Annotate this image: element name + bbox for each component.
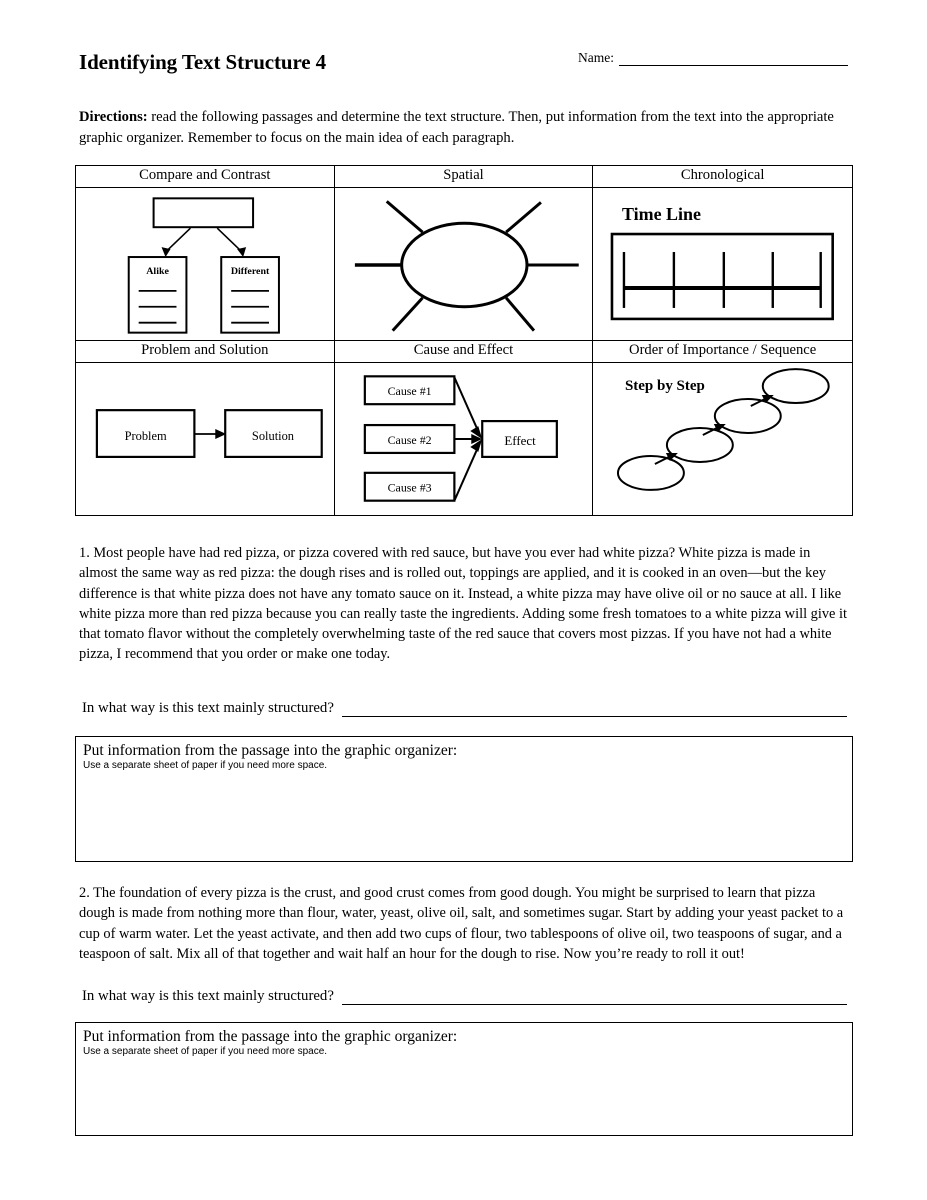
effect-label: Effect bbox=[504, 432, 536, 448]
organizer-cell-order-of-importance bbox=[593, 341, 852, 515]
timeline-diagram bbox=[593, 188, 852, 340]
problem-box-label: Problem bbox=[124, 428, 167, 443]
graphic-organizer-table bbox=[75, 165, 853, 516]
organizer-header-spatial: Spatial bbox=[335, 166, 593, 188]
directions-text: read the following passages and determine the text structure. Then, put information from the text into the appropriate graphic organizer. Remember to focus on the main idea of each paragraph. bbox=[79, 109, 834, 146]
organizer-cell-problem-and-solution bbox=[76, 341, 335, 515]
step-by-step-diagram bbox=[593, 363, 852, 515]
name-field-row bbox=[578, 50, 848, 66]
passage-1-question-row bbox=[82, 700, 847, 717]
passage-1-answer-input[interactable] bbox=[342, 701, 847, 717]
compare-label-different: Different bbox=[230, 265, 270, 277]
organizer-header-order-of-importance: Order of Importance / Sequence bbox=[593, 341, 852, 363]
spatial-web-diagram bbox=[335, 188, 593, 340]
organizer-diagram-compare-and-contrast bbox=[76, 188, 334, 340]
organizer-diagram-chronological bbox=[593, 188, 852, 340]
cause-2-label: Cause #2 bbox=[387, 432, 432, 447]
organizer-header-cause-and-effect: Cause and Effect bbox=[335, 341, 593, 363]
passage-2-organizer-prompt: Put information from the passage into the graphic organizer: bbox=[83, 1028, 458, 1045]
passage-2-answer-input[interactable] bbox=[342, 989, 847, 1005]
organizer-diagram-step-by-step bbox=[593, 363, 852, 515]
passage-2-text: 2. The foundation of every pizza is the crust, and good crust comes from good dough. You might be surprised to learn that pizza dough is made from nothing more than flour, water, yeast, olive oil, salt, and sometimes sugar. Start by adding your yeast packet to a cup of warm water. Let the yeast activate, and then add two cups of flour, two tablespoons of olive oil, two teaspoons of sugar, and a teaspoon of salt. Mix all of that together and wait half an hour for the dough to rise. Now you’re ready to roll it out! bbox=[79, 885, 844, 962]
passage-2-organizer-note: Use a separate sheet of paper if you need more space. bbox=[83, 1046, 328, 1057]
organizer-diagram-cause-and-effect bbox=[335, 363, 593, 515]
passage-2-question-label: In what way is this text mainly structured? bbox=[82, 988, 334, 1004]
directions-paragraph bbox=[79, 107, 854, 148]
name-input-rule[interactable] bbox=[619, 52, 848, 66]
organizer-header-compare-and-contrast: Compare and Contrast bbox=[76, 166, 334, 188]
cause-effect-diagram bbox=[335, 363, 593, 515]
passage-2-organizer-box[interactable] bbox=[75, 1022, 853, 1136]
organizer-cell-chronological bbox=[593, 166, 852, 340]
organizer-diagram-spatial bbox=[335, 188, 593, 340]
organizer-diagram-problem-and-solution bbox=[76, 363, 334, 515]
compare-contrast-diagram bbox=[76, 188, 334, 340]
directions-label: Directions: bbox=[79, 109, 148, 125]
name-label: Name: bbox=[578, 50, 614, 65]
organizer-row-1 bbox=[76, 166, 852, 341]
organizer-cell-compare-and-contrast bbox=[76, 166, 335, 340]
passage-1-organizer-prompt: Put information from the passage into the graphic organizer: bbox=[83, 742, 458, 759]
organizer-header-chronological: Chronological bbox=[593, 166, 852, 188]
organizer-header-problem-and-solution: Problem and Solution bbox=[76, 341, 334, 363]
timeline-caption: Time Line bbox=[622, 204, 702, 225]
passage-1-organizer-box[interactable] bbox=[75, 736, 853, 862]
organizer-cell-cause-and-effect bbox=[335, 341, 594, 515]
problem-solution-diagram bbox=[76, 363, 334, 515]
passage-1-organizer-note: Use a separate sheet of paper if you need more space. bbox=[83, 760, 328, 771]
step-by-step-caption: Step by Step bbox=[625, 378, 706, 395]
organizer-row-2 bbox=[76, 341, 852, 515]
compare-label-alike: Alike bbox=[146, 265, 169, 277]
passage-2-question-row bbox=[82, 988, 847, 1005]
cause-1-label: Cause #1 bbox=[387, 384, 432, 399]
page-title: Identifying Text Structure 4 bbox=[79, 50, 327, 74]
passage-1-question-label: In what way is this text mainly structured? bbox=[82, 700, 334, 716]
solution-box-label: Solution bbox=[251, 428, 295, 443]
organizer-cell-spatial bbox=[335, 166, 594, 340]
passage-1-text: 1. Most people have had red pizza, or pizza covered with red sauce, but have you ever had white pizza? White pizza is made in almost the same way as red pizza: the dough rises and is rolled out, toppings are applied, and it is cooked in an oven—but the key difference is that white pizza does not have any tomato sauce on it. Instead, a white pizza may have olive oil or no sauce at all. I like white pizza more than red pizza because you can really taste the ingredients. Adding some fresh tomatoes to a white pizza will give it that tomato flavor without the completely overwhelming taste of the red sauce that covers most pizzas. If you have not had a white pizza, I recommend that you order or make one today. bbox=[79, 545, 848, 663]
cause-3-label: Cause #3 bbox=[387, 480, 432, 495]
